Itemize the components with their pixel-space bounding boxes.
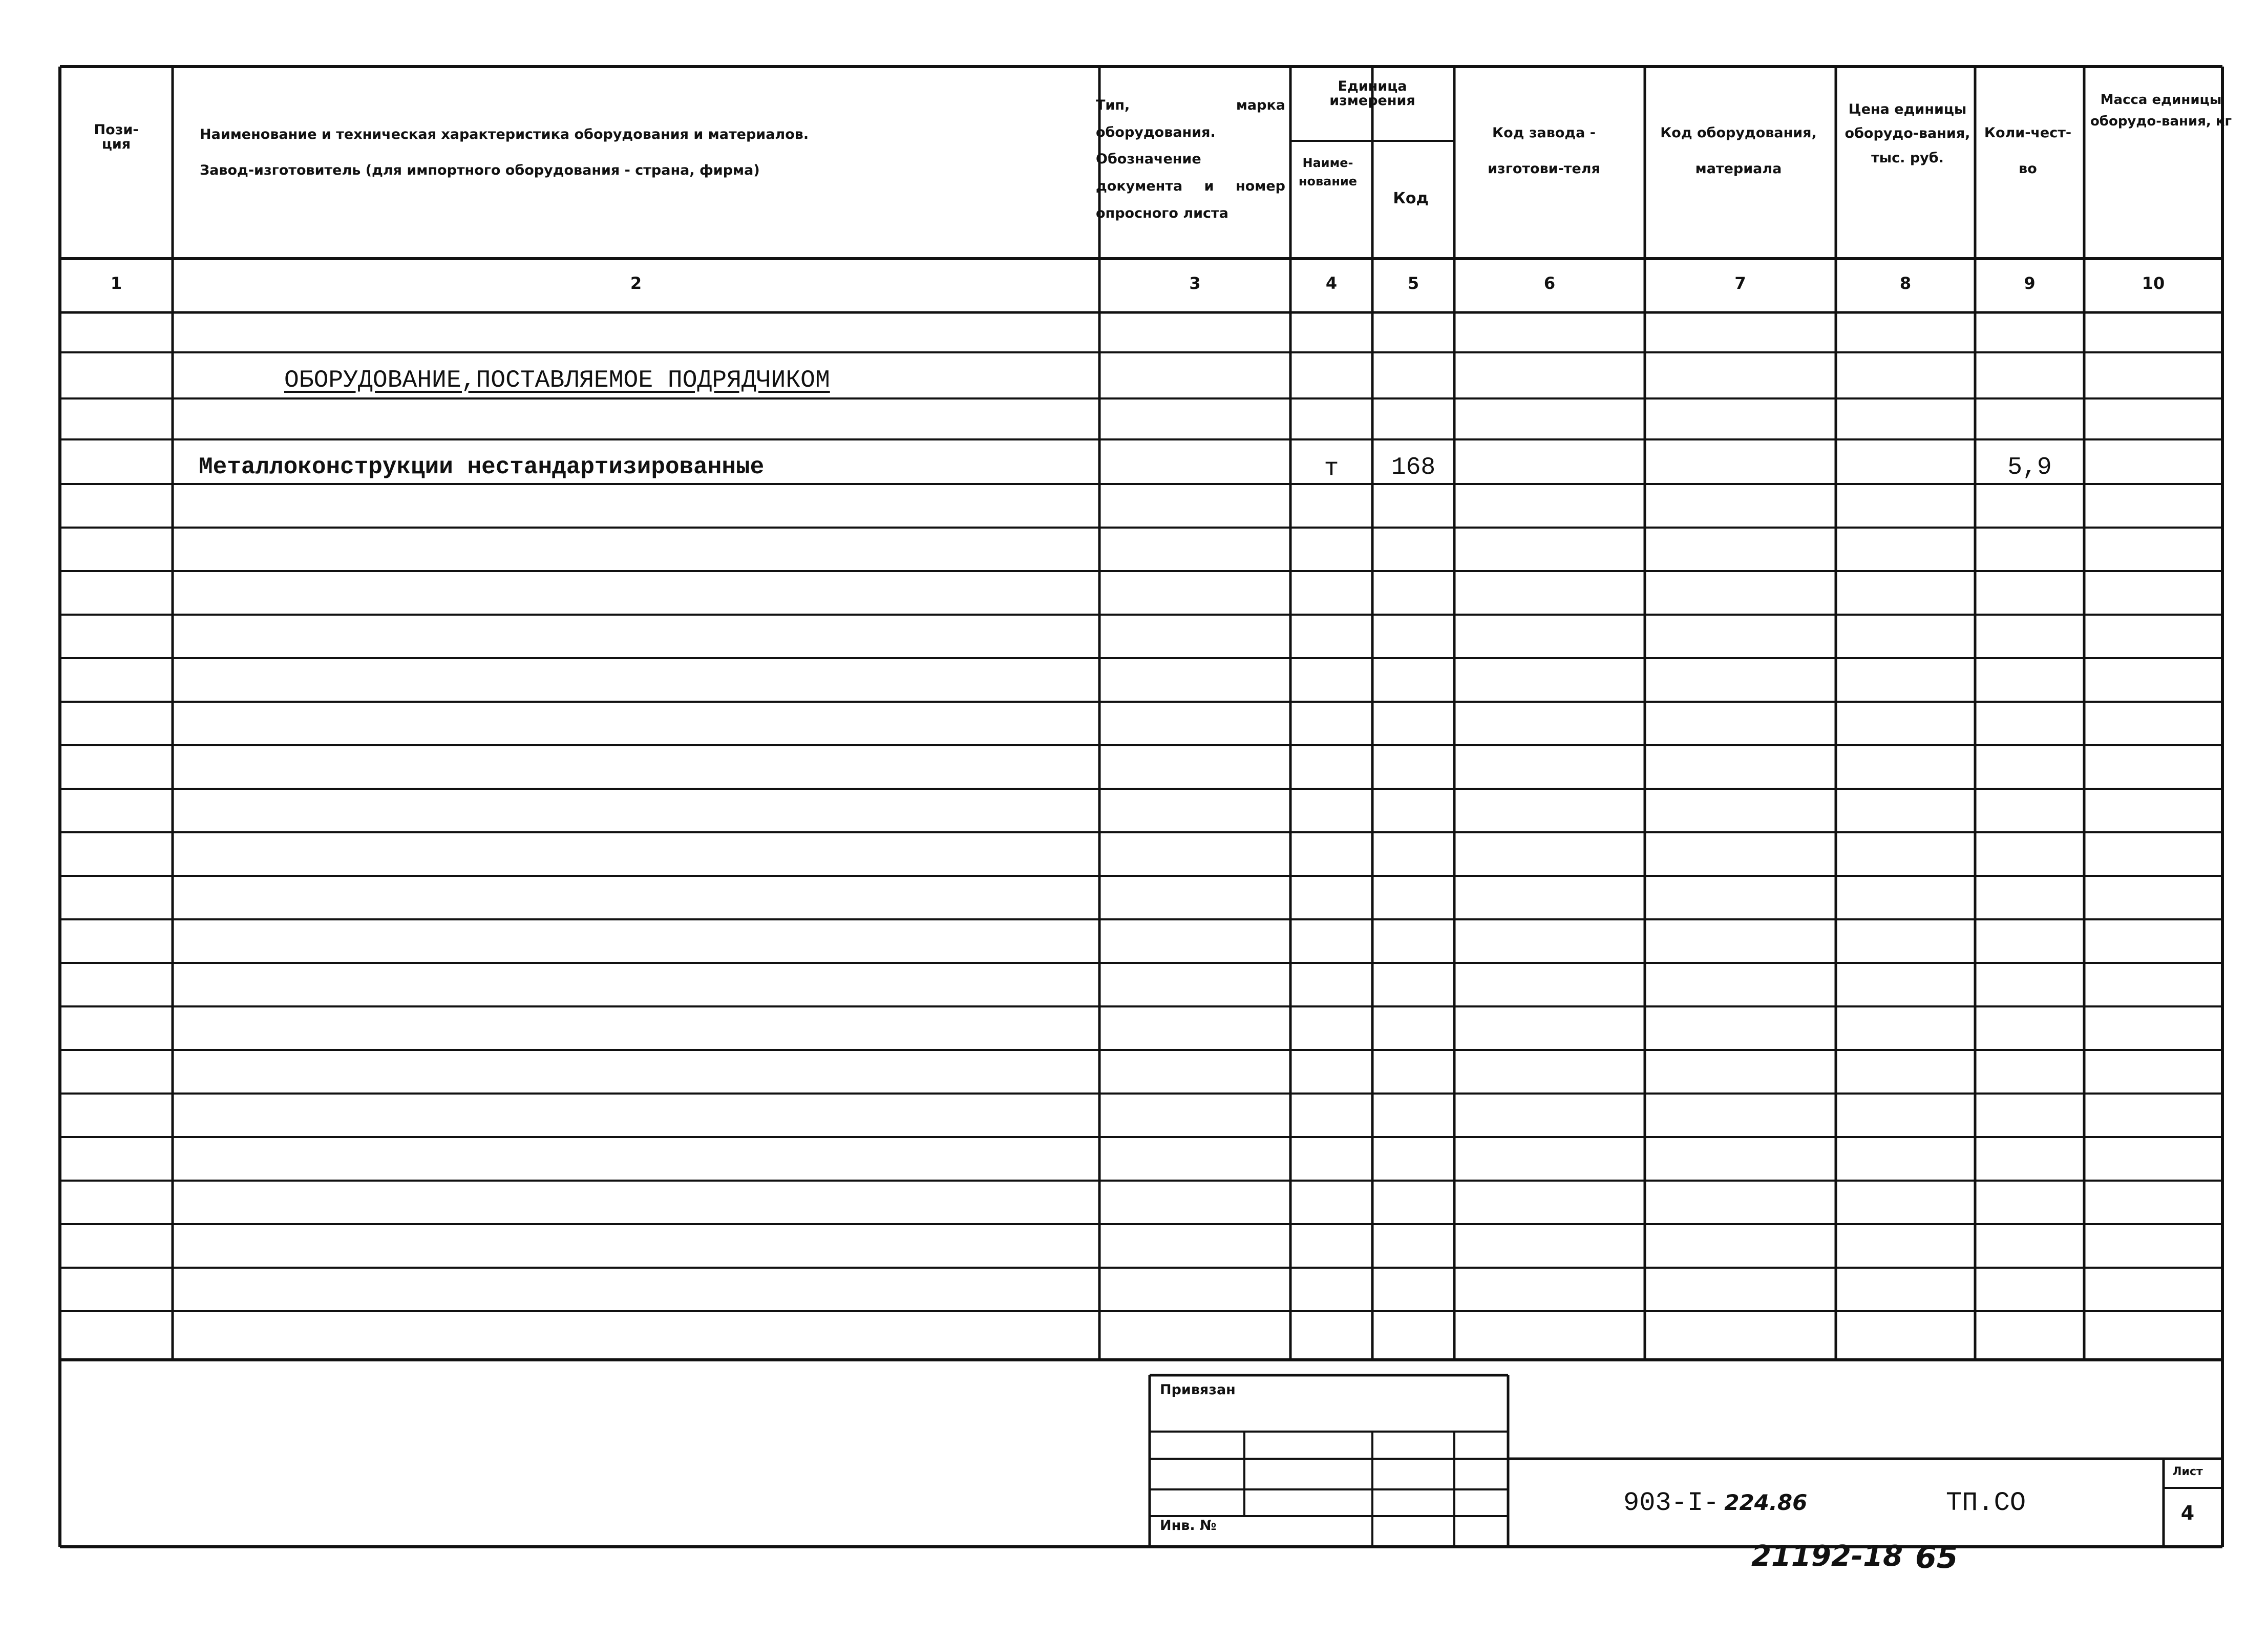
sheet-number: 4 [2180, 1502, 2195, 1524]
column-number-3: 3 [1189, 274, 1201, 293]
bound-label: Привязан [1160, 1382, 1236, 1398]
column-number-7: 7 [1734, 274, 1746, 293]
column-number-9: 9 [2024, 274, 2036, 293]
column-number-2: 2 [630, 274, 642, 293]
archive-number: 21192-18 [1751, 1540, 1903, 1573]
header-manufacturer-code: Код завода - изготови-теля [1488, 125, 1600, 177]
header-unit-code: Код [1393, 190, 1429, 207]
header-name: Наименование и техническая характеристика оборудования и материалов. Завод-изготовитель (для импортного оборудования - страна, фирма) [200, 127, 809, 179]
table-row-name: Металлоконструкции нестандартизированные [199, 454, 765, 480]
column-number-1: 1 [110, 274, 122, 293]
page-number: 65 [1915, 1540, 1958, 1575]
header-position: Пози- ция [94, 122, 139, 153]
column-number-10: 10 [2142, 274, 2165, 293]
header-equipment-code: Код оборудования, материала [1660, 125, 1817, 177]
inventory-number-label: Инв. № [1160, 1518, 1217, 1533]
header-unit-price: Цена единицы оборудо-вания, тыс. руб. [1845, 101, 1970, 166]
header-unit-mass: Масса единицы оборудо-вания, кг [2090, 92, 2232, 129]
column-number-5: 5 [1407, 274, 1419, 293]
section-title: ОБОРУДОВАНИЕ,ПОСТАВЛЯЕМОЕ ПОДРЯДЧИКОМ [284, 367, 830, 394]
column-number-4: 4 [1325, 274, 1338, 293]
header-unit: Единица измерения [1329, 78, 1415, 109]
table-row-unit: т [1324, 455, 1339, 482]
header-unit-name: Наиме-нование [1298, 156, 1358, 188]
header-type: Тип, марка оборудования. Обозначение документа и номер опросного листа [1096, 97, 1285, 221]
header-quantity: Коли-чест-во [1984, 125, 2072, 177]
table-row-unit-code: 168 [1391, 454, 1436, 481]
document-mark: ТП.СО [1946, 1488, 2026, 1518]
document-code: 903-I- 224.86 [1623, 1488, 1808, 1518]
column-number-8: 8 [1899, 274, 1912, 293]
sheet-label: Лист [2172, 1465, 2203, 1478]
column-number-6: 6 [1543, 274, 1556, 293]
table-row-quantity: 5,9 [2007, 454, 2052, 481]
